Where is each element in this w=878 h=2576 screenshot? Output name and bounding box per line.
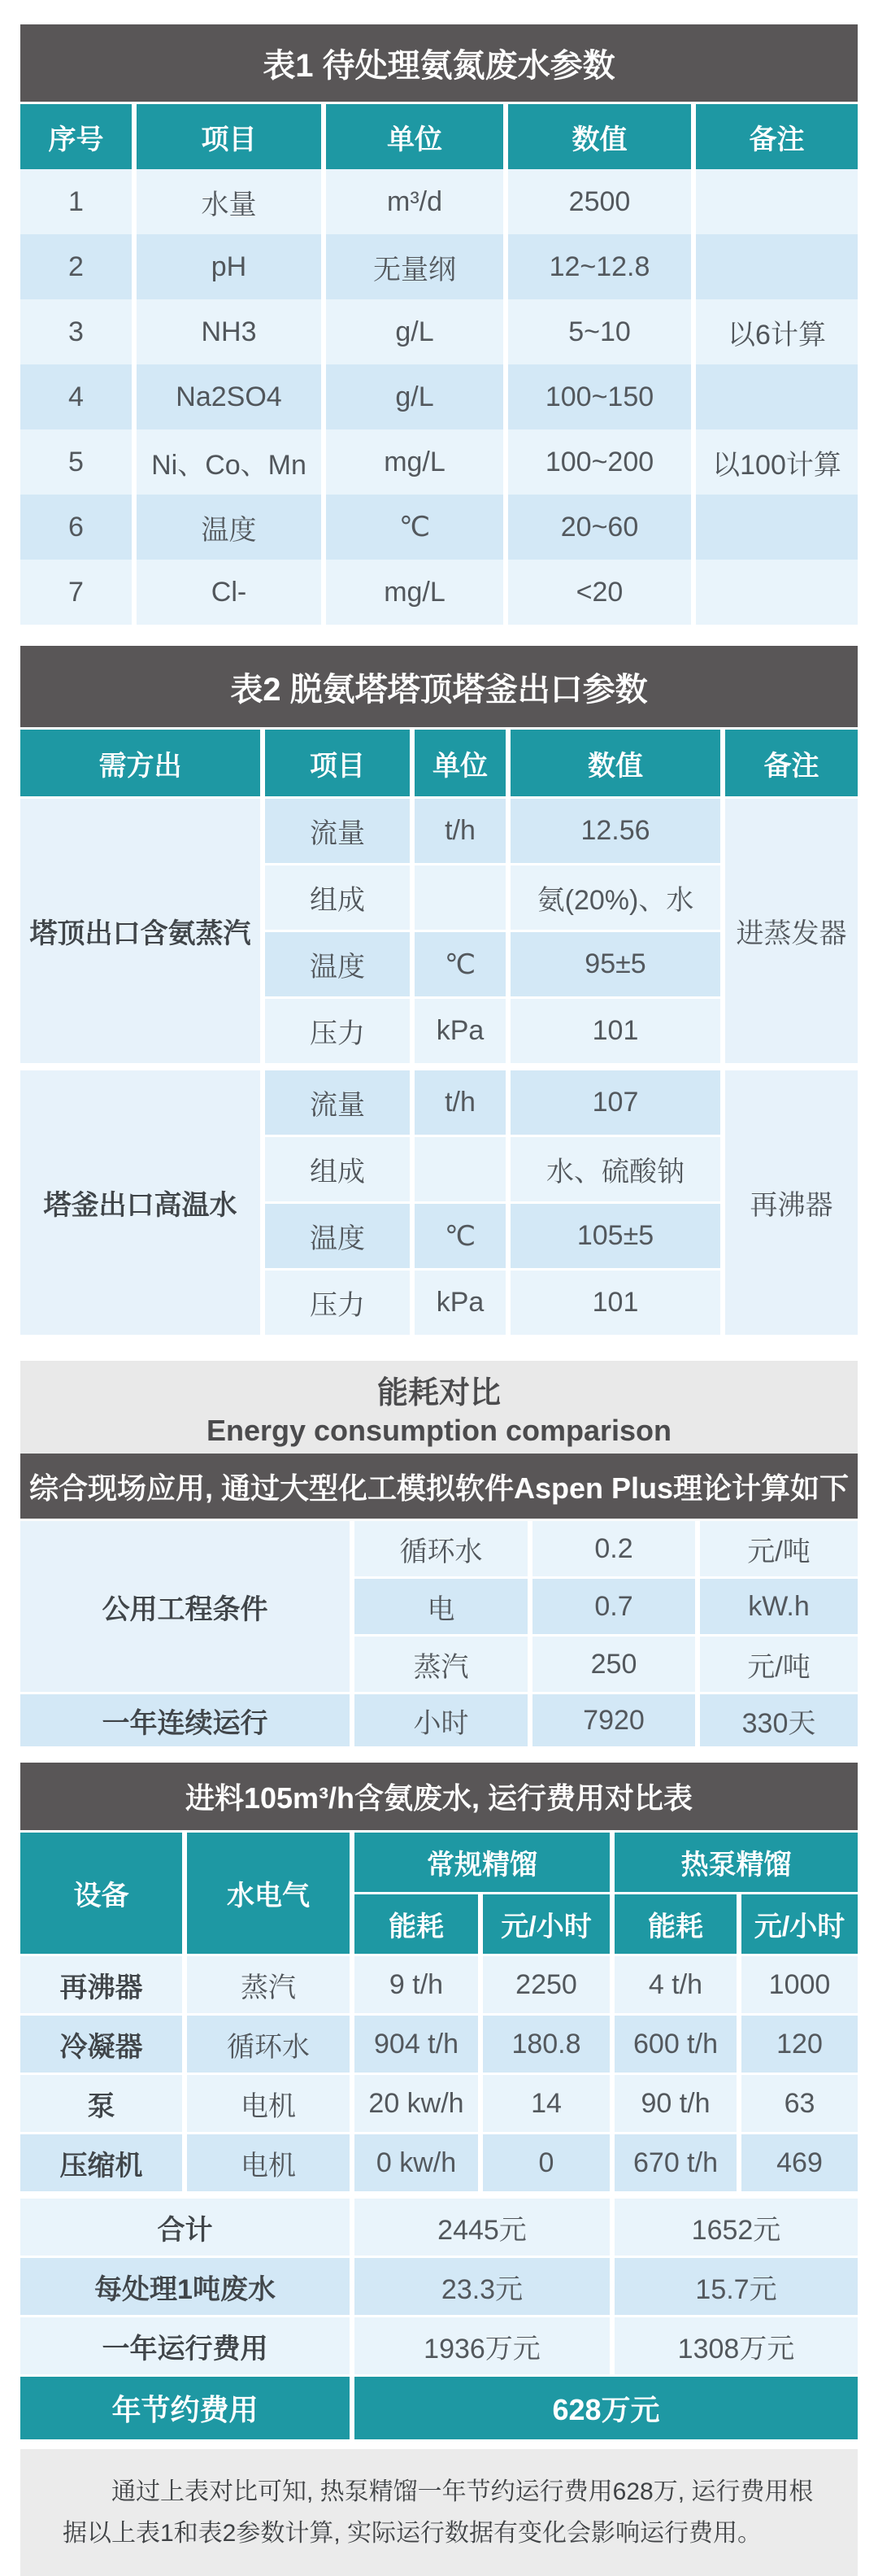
cell-value: 5~10 [508, 299, 691, 364]
cell-value: 107 [511, 1070, 720, 1135]
cell-item: 水量 [137, 169, 321, 234]
cell-item: Na2SO4 [137, 364, 321, 429]
summary-label: 一年运行费用 [20, 2317, 350, 2374]
cell-unit: 无量纲 [326, 234, 503, 299]
cell-value: 氨(20%)、水 [511, 865, 720, 930]
summary-conventional: 23.3元 [354, 2258, 610, 2315]
cell-item: 压力 [265, 1271, 410, 1335]
cell-note [696, 495, 858, 560]
cell-no: 2 [20, 234, 132, 299]
summary-heatpump: 1308万元 [615, 2317, 858, 2374]
cell-item: pH [137, 234, 321, 299]
cell-h-energy: 600 t/h [615, 2016, 737, 2073]
cell-item: 温度 [137, 495, 321, 560]
cell-unit: kW.h [700, 1579, 858, 1634]
cell-item: 流量 [265, 1070, 410, 1135]
cell-item: NH3 [137, 299, 321, 364]
cell-h-cost: 1000 [741, 1956, 858, 2013]
table1-header-value: 数值 [508, 104, 691, 169]
cell-unit: t/h [415, 799, 506, 863]
summary-heatpump: 15.7元 [615, 2258, 858, 2315]
table1-header-item: 项目 [137, 104, 321, 169]
table4-header-heatpump: 热泵精馏 [615, 1833, 858, 1892]
savings-value: 628万元 [354, 2377, 858, 2439]
cell-unit: ℃ [326, 495, 503, 560]
table3-run-row [20, 1694, 858, 1746]
cell-c-energy: 20 kw/h [354, 2075, 478, 2132]
cell-unit: m³/d [326, 169, 503, 234]
cell-c-energy: 9 t/h [354, 1956, 478, 2013]
cell-c-energy: 904 t/h [354, 2016, 478, 2073]
cell-media: 电机 [187, 2075, 350, 2132]
cell-h-cost: 63 [741, 2075, 858, 2132]
table2-header-source: 需方出 [20, 730, 260, 796]
cell-no: 7 [20, 560, 132, 625]
run-item: 小时 [354, 1694, 528, 1746]
cell-item: 温度 [265, 932, 410, 996]
table4-body [20, 1956, 858, 2191]
table1 [20, 24, 858, 625]
group-label: 塔釜出口高温水 [20, 1070, 260, 1335]
cell-value: 100~150 [508, 364, 691, 429]
cell-unit: kPa [415, 999, 506, 1063]
summary-conventional: 1936万元 [354, 2317, 610, 2374]
cell-item: 蒸汽 [354, 1637, 528, 1692]
cell-value: <20 [508, 560, 691, 625]
summary-label: 合计 [20, 2199, 350, 2256]
cell-value: 水、硫酸钠 [511, 1137, 720, 1201]
cell-unit: mg/L [326, 560, 503, 625]
cell-c-energy: 0 kw/h [354, 2134, 478, 2191]
cell-unit [415, 865, 506, 930]
cell-no: 4 [20, 364, 132, 429]
summary-heatpump: 1652元 [615, 2199, 858, 2256]
cell-value: 0.2 [532, 1521, 695, 1576]
table2-group-bottom-outlet [20, 1070, 858, 1335]
cell-h-energy: 90 t/h [615, 2075, 737, 2132]
run-unit: 330天 [700, 1694, 858, 1746]
cell-item: 组成 [265, 865, 410, 930]
table1-header-unit: 单位 [326, 104, 503, 169]
cell-unit: 元/吨 [700, 1637, 858, 1692]
cell-device: 压缩机 [20, 2134, 182, 2191]
cell-value: 105±5 [511, 1204, 720, 1268]
table2 [20, 646, 858, 1335]
cell-unit: ℃ [415, 932, 506, 996]
cell-item: 组成 [265, 1137, 410, 1201]
cell-value: 12~12.8 [508, 234, 691, 299]
table4-header-device: 设备 [20, 1833, 182, 1954]
table4-header [20, 1833, 858, 1954]
table4-header-media: 水电气 [187, 1833, 350, 1954]
run-label: 一年连续运行 [20, 1694, 350, 1746]
group-label: 塔顶出口含氨蒸汽 [20, 799, 260, 1063]
summary-conventional: 2445元 [354, 2199, 610, 2256]
cell-unit: kPa [415, 1271, 506, 1335]
table4-header-conventional: 常规精馏 [354, 1833, 610, 1892]
table2-header-item: 项目 [265, 730, 410, 796]
cell-no: 1 [20, 169, 132, 234]
cell-note: 以100计算 [696, 429, 858, 495]
cell-item: 循环水 [354, 1521, 528, 1576]
table1-grid [20, 104, 858, 625]
cell-note: 以6计算 [696, 299, 858, 364]
table3-title-cn: 能耗对比 [376, 1375, 501, 1410]
group-note: 再沸器 [725, 1070, 858, 1335]
table2-title: 表2 脱氨塔塔顶塔釜出口参数 [20, 646, 858, 727]
table3-subtitle-bar: 综合现场应用, 通过大型化工模拟软件Aspen Plus理论计算如下 [20, 1454, 858, 1519]
cell-unit: g/L [326, 364, 503, 429]
cell-h-energy: 4 t/h [615, 1956, 737, 2013]
cell-unit [415, 1137, 506, 1201]
table1-header-note: 备注 [696, 104, 858, 169]
cell-value: 101 [511, 1271, 720, 1335]
table4-title: 进料105m³/h含氨废水, 运行费用对比表 [20, 1763, 858, 1830]
cell-c-cost: 14 [483, 2075, 610, 2132]
cell-unit: g/L [326, 299, 503, 364]
cell-media: 蒸汽 [187, 1956, 350, 2013]
cell-no: 5 [20, 429, 132, 495]
cell-value: 100~200 [508, 429, 691, 495]
cell-item: Cl- [137, 560, 321, 625]
table4-subheader-energy: 能耗 [354, 1894, 478, 1954]
run-value: 7920 [532, 1694, 695, 1746]
cell-device: 再沸器 [20, 1956, 182, 2013]
table1-title: 表1 待处理氨氮废水参数 [20, 24, 858, 102]
cell-device: 冷凝器 [20, 2016, 182, 2073]
table2-header-value: 数值 [511, 730, 720, 796]
cell-no: 3 [20, 299, 132, 364]
cell-h-cost: 120 [741, 2016, 858, 2073]
cell-unit: t/h [415, 1070, 506, 1135]
cell-item: 流量 [265, 799, 410, 863]
table2-header-note: 备注 [725, 730, 858, 796]
table3 [20, 1361, 858, 1746]
table3-title-en: Energy consumption comparison [206, 1413, 672, 1447]
table3-title-block [20, 1361, 858, 1454]
cell-value: 101 [511, 999, 720, 1063]
cell-h-energy: 670 t/h [615, 2134, 737, 2191]
summary-label: 每处理1吨废水 [20, 2258, 350, 2315]
cell-c-cost: 0 [483, 2134, 610, 2191]
cell-item: 压力 [265, 999, 410, 1063]
cell-device: 泵 [20, 2075, 182, 2132]
cell-value: 0.7 [532, 1579, 695, 1634]
cell-media: 循环水 [187, 2016, 350, 2073]
cell-media: 电机 [187, 2134, 350, 2191]
savings-label: 年节约费用 [20, 2377, 350, 2439]
cell-c-cost: 2250 [483, 1956, 610, 2013]
cell-c-cost: 180.8 [483, 2016, 610, 2073]
table4-subheader-energy: 能耗 [615, 1894, 737, 1954]
cell-note [696, 234, 858, 299]
cell-note [696, 169, 858, 234]
table4-subheader-cost: 元/小时 [483, 1894, 610, 1954]
cell-value: 12.56 [511, 799, 720, 863]
table2-group-top-outlet [20, 799, 858, 1063]
cell-unit: ℃ [415, 1204, 506, 1268]
table4-summary [20, 2199, 858, 2374]
cell-value: 95±5 [511, 932, 720, 996]
table4 [20, 1763, 858, 2439]
table3-grid [20, 1521, 858, 1692]
cell-value: 20~60 [508, 495, 691, 560]
cell-unit: 元/吨 [700, 1521, 858, 1576]
cell-note [696, 560, 858, 625]
cell-value: 250 [532, 1637, 695, 1692]
utility-label: 公用工程条件 [20, 1521, 350, 1692]
table1-header-no: 序号 [20, 104, 132, 169]
cell-item: Ni、Co、Mn [137, 429, 321, 495]
table4-subheader-cost: 元/小时 [741, 1894, 858, 1954]
table4-savings-row [20, 2377, 858, 2439]
cell-item: 电 [354, 1579, 528, 1634]
group-note: 进蒸发器 [725, 799, 858, 1063]
cell-unit: mg/L [326, 429, 503, 495]
cell-h-cost: 469 [741, 2134, 858, 2191]
cell-note [696, 364, 858, 429]
table2-header-row [20, 730, 858, 796]
footer-note: 通过上表对比可知, 热泵精馏一年节约运行费用628万, 运行费用根据以上表1和表2参数计算, 实际运行数据有变化会影响运行费用。 [20, 2449, 858, 2576]
cell-no: 6 [20, 495, 132, 560]
table2-header-unit: 单位 [415, 730, 506, 796]
cell-value: 2500 [508, 169, 691, 234]
cell-item: 温度 [265, 1204, 410, 1268]
